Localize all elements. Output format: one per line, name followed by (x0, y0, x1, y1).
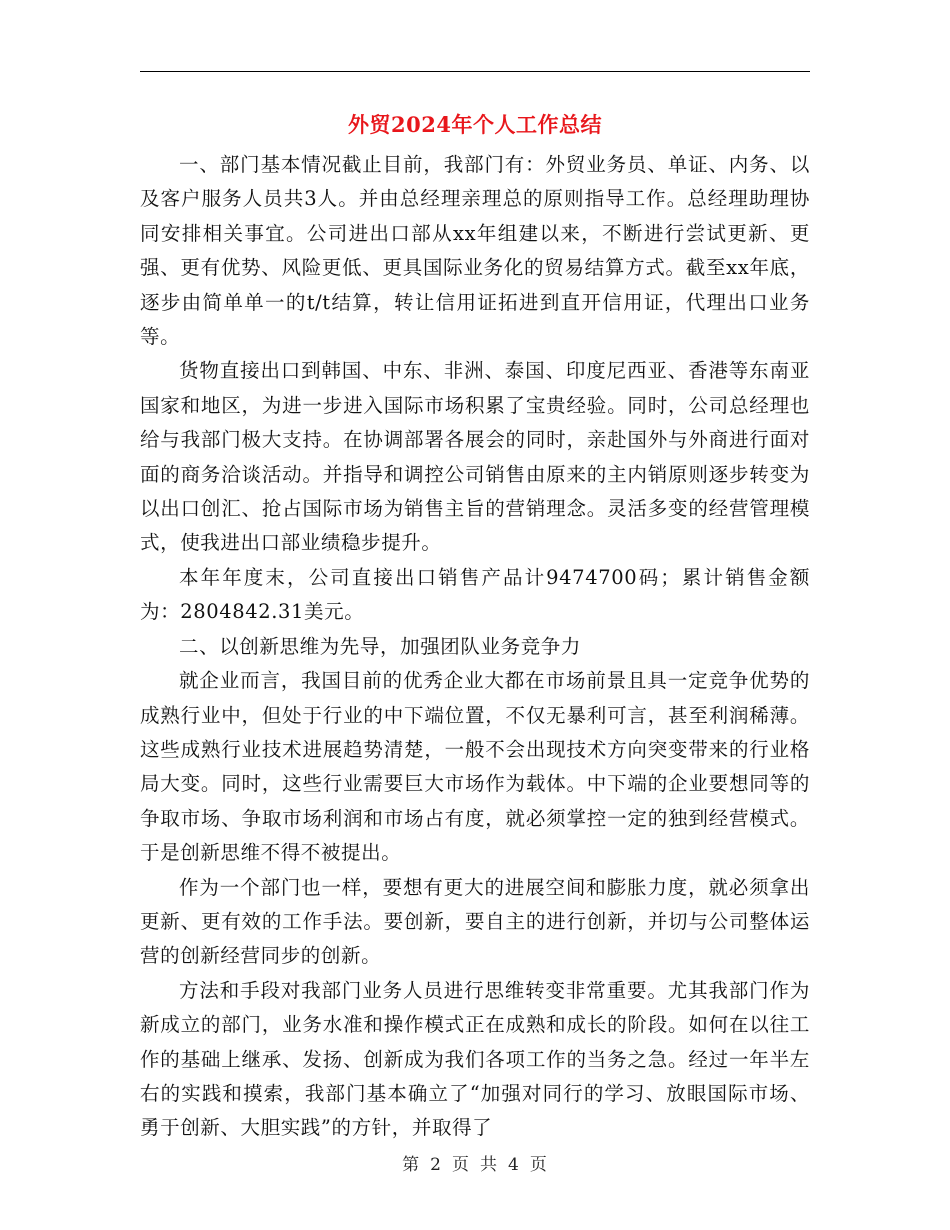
page-footer (0, 1153, 950, 1177)
paragraph-enterprise-context: 就企业而言，我国目前的优秀企业大都在市场前景且具一定竞争优势的成熟行业中，但处于行业的中下端位置，不仅无暴利可言，甚至利润稀薄。这些成熟行业技术进展趋势清楚，一般不会出现技术方向突变带来的行业格局大变。同时，这些行业需要巨大市场作为载体。中下端的企业要想同等的争取市场、争取市场利润和市场占有度，就必须掌控一定的独到经营模式。于是创新思维不得不被提出。 (140, 669, 810, 865)
paragraph-export-markets: 货物直接出口到韩国、中东、非洲、泰国、印度尼西亚、香港等东南亚国家和地区，为进一步进入国际市场积累了宝贵经验。同时，公司总经理也给与我部门极大支持。在协调部署各展会的同时，亲赴国外与外商进行面对面的商务洽谈活动。并指导和调控公司销售由原来的主内销原则逐步转变为以出口创汇、抢占国际市场为销售主旨的营销理念。灵活多变的经营管理模式，使我进出口部业绩稳步提升。 (140, 359, 810, 555)
paragraph-department-innovation: 作为一个部门也一样，要想有更大的进展空间和膨胀力度，就必须拿出更新、更有效的工作手法。要创新，要自主的进行创新，并切与公司整体运营的创新经营同步的创新。 (140, 875, 810, 968)
footer-page-label: 第 (402, 1155, 421, 1175)
footer-total-label: 共 (480, 1155, 498, 1175)
paragraph-annual-sales: 本年年度末，公司直接出口销售产品计9474700码；累计销售金额为：2804842.31美元。 (140, 565, 810, 624)
header-rule (140, 71, 810, 72)
paragraph-department-overview: 一、部门基本情况截止目前，我部门有：外贸业务员、单证、内务、以及客户服务人员共3人。并由总经理亲理总的原则指导工作。总经理助理协同安排相关事宜。公司进出口部从xx年组建以来，不断进行尝试更新、更强、更有优势、风险更低、更具国际业务化的贸易结算方式。截至xx年底，逐步由简单单一的t/t结算，转让信用证拓进到直开信用证，代理出口业务等。 (140, 153, 810, 349)
footer-current-page: 2 (430, 1155, 442, 1175)
document-body (140, 148, 810, 1146)
footer-page-unit: 页 (452, 1155, 470, 1175)
document-title: 外贸2024年个人工作总结 (348, 112, 602, 137)
paragraph-methods: 方法和手段对我部门业务人员进行思维转变非常重要。尤其我部门作为新成立的部门，业务水准和操作模式正在成熟和成长的阶段。如何在以往工作的基础上继承、发扬、创新成为我们各项工作的当务之急。经过一年半左右的实践和摸索，我部门基本确立了“加强对同行的学习、放眼国际市场、勇于创新、大胆实践”的方针，并取得了 (140, 978, 810, 1140)
section-heading-innovation: 二、以创新思维为先导，加强团队业务竞争力 (179, 634, 582, 658)
footer-total-pages: 4 (508, 1155, 520, 1175)
footer-total-unit: 页 (529, 1155, 548, 1175)
